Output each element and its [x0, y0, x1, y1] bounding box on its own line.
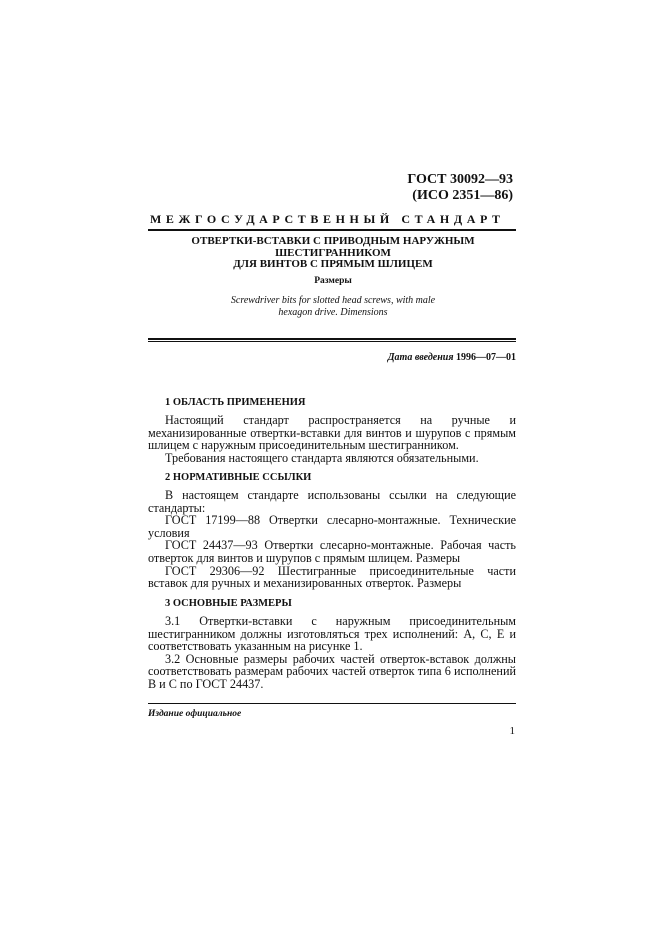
paragraph: 3.1 Отвертки-вставки с наружным присоединительным шестигранником должны изготовляться трех исполнений: А, С, Е и соответствовать указанным на рисунке 1. [148, 614, 516, 654]
document-title [150, 236, 516, 271]
section-heading: 3 ОСНОВНЫЕ РАЗМЕРЫ [165, 598, 292, 609]
iso-number: (ИСО 2351—86) [412, 188, 513, 203]
interstate-standard-banner: МЕЖГОСУДАРСТВЕННЫЙ СТАНДАРТ [150, 212, 505, 226]
document-subtitle: Размеры [314, 276, 352, 286]
standard-designation [407, 172, 513, 204]
english-title-line: Screwdriver bits for slotted head screws, with male [230, 295, 436, 306]
paragraph: ГОСТ 24437—93 Отвертки слесарно-монтажные. Рабочая часть отверток для винтов и шурупов с прямым шлицем. Размеры [148, 538, 516, 565]
banner-rule [148, 229, 516, 231]
section-body [148, 489, 516, 590]
introduction-date-label: Дата введения [387, 352, 454, 363]
paragraph: 3.2 Основные размеры рабочих частей отверток-вставок должны соответствовать размерам рабочих частей отверток типа 6 исполнений В и С по ГОСТ 24437. [148, 651, 516, 691]
paragraph: Требования настоящего стандарта являются обязательными. [165, 450, 479, 465]
paragraph: ГОСТ 29306—92 Шестигранные присоединительные части вставок для ручных и механизированных отверток. Размеры [148, 563, 516, 591]
title-rule-bottom [148, 341, 516, 342]
standard-number: ГОСТ 30092—93 [407, 172, 513, 187]
section-body [148, 414, 516, 464]
paragraph: Настоящий стандарт распространяется на ручные и механизированные отвертки-вставки для винтов и шурупов с прямым шлицем с наружным присоединительным шестигранником. [148, 413, 516, 453]
section-heading: 1 ОБЛАСТЬ ПРИМЕНЕНИЯ [165, 397, 306, 408]
english-title [170, 295, 496, 319]
introduction-date-value: 1996—07—01 [456, 352, 516, 363]
section-body [148, 615, 516, 691]
official-edition-note: Издание официальное [148, 709, 242, 719]
footer-rule [148, 703, 516, 704]
title-line: ОТВЕРТКИ-ВСТАВКИ С ПРИВОДНЫМ НАРУЖНЫМ ШЕСТИГРАННИКОМ [191, 235, 475, 259]
title-line: ДЛЯ ВИНТОВ С ПРЯМЫМ ШЛИЦЕМ [233, 258, 433, 270]
section-heading: 2 НОРМАТИВНЫЕ ССЫЛКИ [165, 472, 312, 483]
paragraph: В настоящем стандарте использованы ссылки на следующие стандарты: [148, 488, 516, 515]
introduction-date [388, 352, 516, 364]
page-number: 1 [509, 725, 515, 737]
paragraph: ГОСТ 17199—88 Отвертки слесарно-монтажные. Технические условия [148, 513, 516, 540]
english-title-line: hexagon drive. Dimensions [278, 307, 388, 318]
title-rule-top [148, 338, 516, 340]
